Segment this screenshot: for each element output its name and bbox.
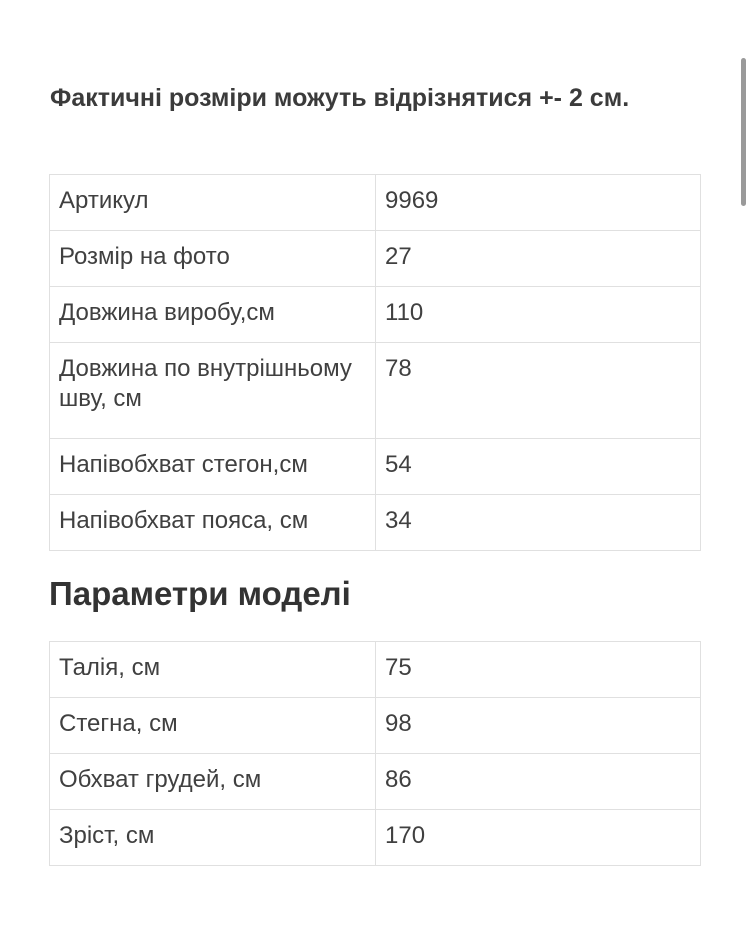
spec-label: Довжина виробу,см <box>50 287 376 343</box>
product-specs-table <box>49 174 701 551</box>
spec-value: 34 <box>376 495 701 551</box>
table-row <box>50 810 701 866</box>
param-value: 75 <box>376 642 701 698</box>
param-label: Стегна, см <box>50 698 376 754</box>
table-row <box>50 343 701 439</box>
param-label: Талія, см <box>50 642 376 698</box>
spec-value: 78 <box>376 343 701 439</box>
table-row <box>50 754 701 810</box>
param-label: Обхват грудей, см <box>50 754 376 810</box>
model-params-table <box>49 641 701 866</box>
model-params-heading: Параметри моделі <box>49 575 351 612</box>
spec-value: 110 <box>376 287 701 343</box>
param-value: 86 <box>376 754 701 810</box>
table-row <box>50 287 701 343</box>
param-value: 170 <box>376 810 701 866</box>
spec-label: Довжина по внутрішньому шву, см <box>50 343 376 439</box>
param-value: 98 <box>376 698 701 754</box>
spec-value: 54 <box>376 439 701 495</box>
table-row <box>50 495 701 551</box>
table-row <box>50 642 701 698</box>
spec-value: 9969 <box>376 175 701 231</box>
page-scrollbar[interactable] <box>741 58 746 206</box>
spec-label: Артикул <box>50 175 376 231</box>
spec-value: 27 <box>376 231 701 287</box>
param-label: Зріст, см <box>50 810 376 866</box>
table-row <box>50 175 701 231</box>
spec-label: Розмір на фото <box>50 231 376 287</box>
table-row <box>50 439 701 495</box>
spec-label: Напівобхват пояса, см <box>50 495 376 551</box>
size-disclaimer: Фактичні розміри можуть відрізнятися +- 2 см. <box>50 84 630 112</box>
table-row <box>50 231 701 287</box>
spec-label: Напівобхват стегон,см <box>50 439 376 495</box>
table-row <box>50 698 701 754</box>
